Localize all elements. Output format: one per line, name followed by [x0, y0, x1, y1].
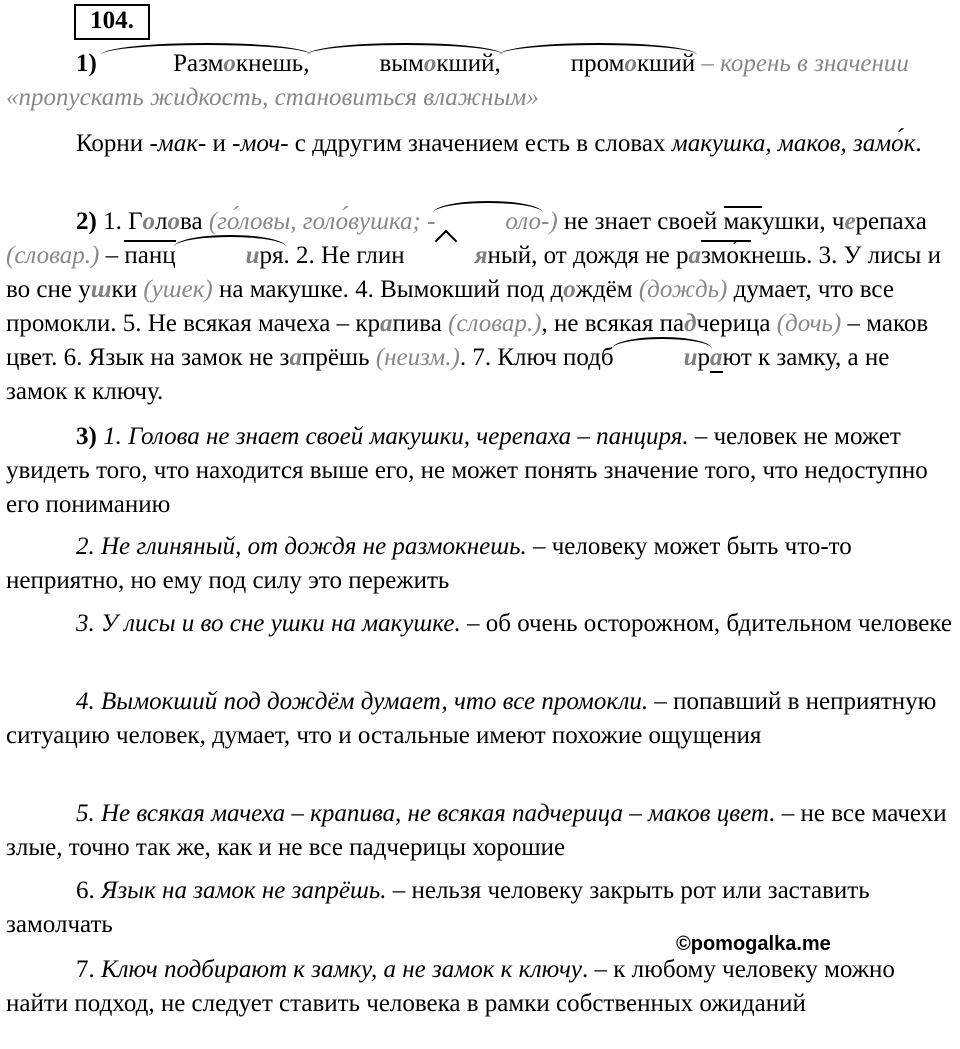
part-3-item-1: 3) 1. Голова не знает своей макушки, черепаха – панциря. – человек не может увидеть того, что находится выше его, не может понять значение того, что недоступно его пониманию	[6, 423, 928, 518]
root-arc: вымокший,	[309, 47, 500, 81]
part-1-number: 1)	[76, 50, 97, 77]
roots-note-paragraph: Корни -мак- и -моч- с ддругим значением есть в словах макушка, маков, замо́к.	[76, 130, 922, 157]
exercise-number: 104.	[74, 4, 150, 40]
part-3-item-4: 4. Вымокший под дождём думает, что все промокли. – попавший в неприятную ситуацию человек, думает, что и остальные имеют похожие ощущения	[6, 688, 937, 749]
part-3-item-6: 6. Язык на замок не запрёшь. – нельзя человеку закрыть рот или заставить замолчать	[6, 877, 870, 938]
watermark: ©pomogalka.me	[676, 933, 831, 955]
part-3-item-3: 3. У лисы и во сне ушки на макушке. – об очень осторожном, бдительном человеке	[76, 610, 953, 637]
part-3-item-2: 2. Не глиняный, от дождя не размокнешь. – человеку может быть что-то неприятно, но ему под силу это пережить	[6, 533, 852, 594]
part-3-number: 3)	[76, 423, 97, 450]
example-words: макушка, маков, замо́к	[671, 130, 916, 157]
root-arc: Размокнешь,	[103, 47, 309, 81]
part-2-paragraph: 2) 1. Голова (го́ловы, голо́вушка; - оло-) не знает своей макушки, черепаха (словар.) – панц иря. 2. Не глин яный, от дождя не размо́кнешь. 3. У лисы и во сне ушки (ушек) на макушке. 4. Вымокший под дождём (дождь) думает, что все промокли. 5. Не всякая мачеха – крапива (словар.), не всякая падчерица (дочь) – маков цвет. 6. Язык на замок не запрёшь (неизм.). 7. Ключ подб ирают к замку, а не замок к ключу.	[6, 205, 954, 409]
part-2-number: 2)	[76, 208, 97, 235]
part-3-item-7: 7. Ключ подбирают к замку, а не замок к ключу. – к любому человеку можно найти подход, не следует ставить человека в рамки собственных ожиданий	[6, 956, 895, 1017]
root-arc: промокший	[501, 47, 695, 81]
part-1-comment: – корень в значении «пропускать жидкость, становиться влажным»	[6, 50, 909, 111]
part-3-item-5: 5. Не всякая мачеха – крапива, не всякая падчерица – маков цвет. – не все мачехи злые, точно так же, как и не все падчерицы хорошие	[6, 800, 947, 861]
part-1-paragraph	[6, 47, 954, 115]
